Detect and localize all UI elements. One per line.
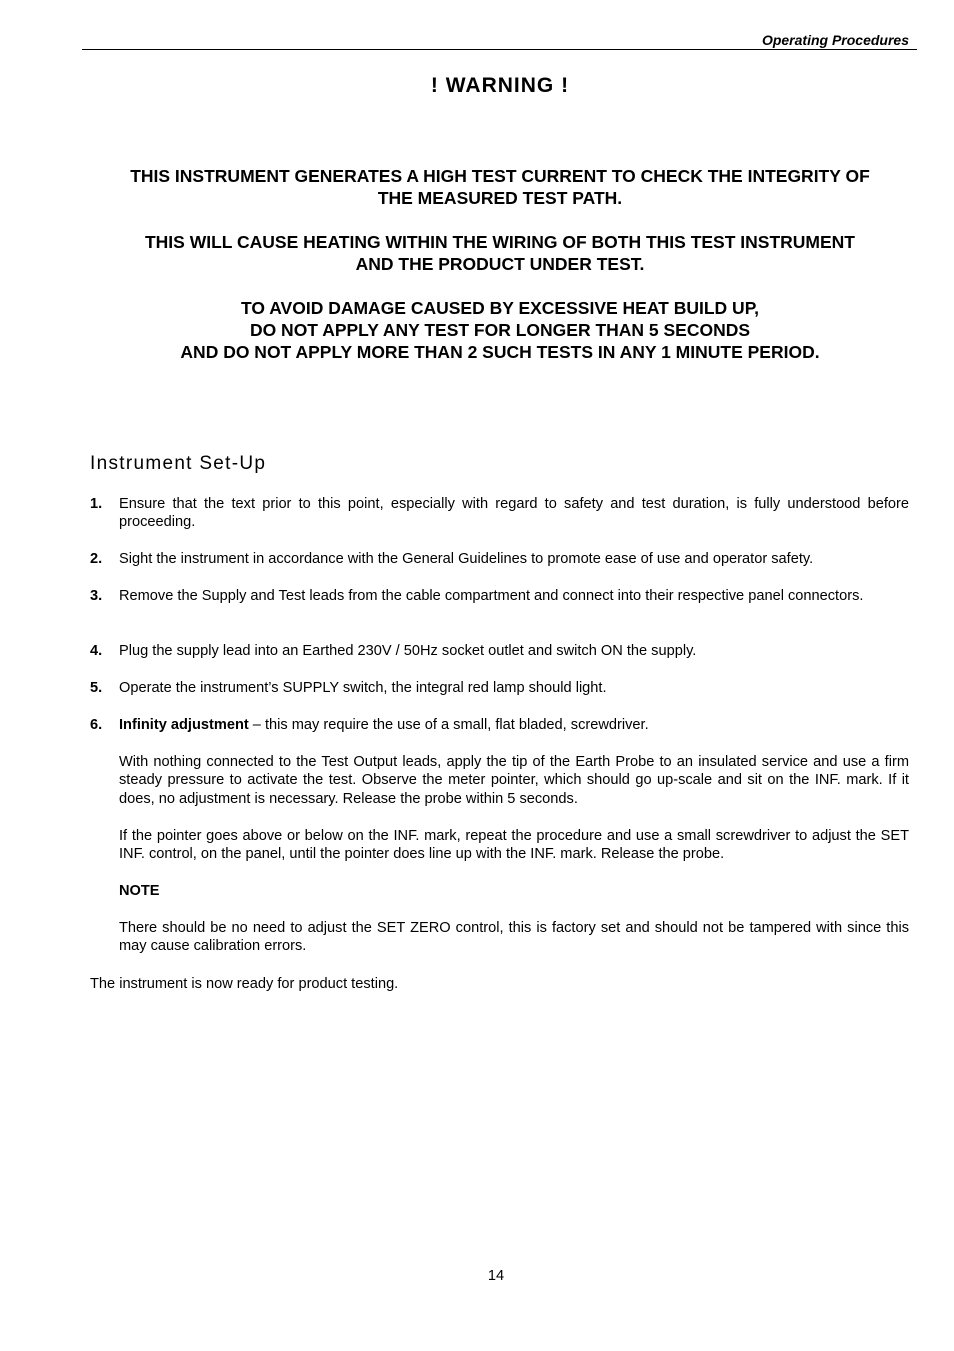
warning-line: DO NOT APPLY ANY TEST FOR LONGER THAN 5 SECONDS (249, 320, 751, 340)
note-label: NOTE (119, 883, 160, 899)
warning-line: THE MEASURED TEST PATH. (377, 188, 623, 208)
list-item (90, 550, 909, 568)
list-item (90, 495, 909, 532)
list-item-text: Remove the Supply and Test leads from the cable compartment and connect into their respective panel connectors. (119, 588, 864, 604)
warning-block-1 (82, 165, 918, 209)
warning-block-3 (82, 297, 918, 363)
final-statement: The instrument is now ready for product testing. (90, 976, 399, 992)
list-item-number: 6. (90, 717, 103, 733)
list-item-text (119, 716, 909, 734)
list-item-number: 5. (90, 680, 103, 696)
warning-line: AND THE PRODUCT UNDER TEST. (355, 254, 645, 274)
header-title: Operating Procedures (761, 32, 909, 48)
list-item-text: Sight the instrument in accordance with the General Guidelines to promote ease of use and operator safety. (119, 551, 814, 567)
warning-title: ! WARNING ! (430, 74, 570, 97)
section-title: Instrument Set-Up (90, 453, 267, 474)
paragraph: With nothing connected to the Test Output leads, apply the tip of the Earth Probe to an insulated service and use a firm steady pressure to activate the test. Observe the meter pointer, which should go up-scale and sit on the INF. mark. If it does, no adjustment is necessary. Release the probe within 5 seconds. (119, 754, 909, 807)
warning-block-2 (82, 231, 918, 275)
list-item-number: 1. (90, 496, 103, 512)
list-item-rest: – this may require the use of a small, flat bladed, screwdriver. (248, 717, 649, 733)
note-text: There should be no need to adjust the SET ZERO control, this is factory set and should not be tampered with since this may cause calibration errors. (119, 920, 909, 955)
warning-line: THIS INSTRUMENT GENERATES A HIGH TEST CURRENT TO CHECK THE INTEGRITY OF (130, 166, 870, 186)
warning-line: TO AVOID DAMAGE CAUSED BY EXCESSIVE HEAT BUILD UP, (241, 298, 759, 318)
list-item-text: Operate the instrument’s SUPPLY switch, the integral red lamp should light. (119, 680, 607, 696)
list-item-text: Ensure that the text prior to this point, especially with regard to safety and test duration, is fully understood before proceeding. (119, 496, 909, 531)
warning-line: THIS WILL CAUSE HEATING WITHIN THE WIRING OF BOTH THIS TEST INSTRUMENT (144, 232, 855, 252)
list-item-bold: Infinity adjustment (119, 717, 249, 733)
header-rule (82, 49, 917, 50)
warning-line: AND DO NOT APPLY MORE THAN 2 SUCH TESTS IN ANY 1 MINUTE PERIOD. (180, 342, 820, 362)
page-number: 14 (487, 1268, 505, 1284)
list-item (90, 642, 909, 660)
list-item-number: 4. (90, 643, 103, 659)
list-item (90, 679, 909, 697)
paragraph: If the pointer goes above or below on the INF. mark, repeat the procedure and use a small screwdriver to adjust the SET INF. control, on the panel, until the pointer does line up with the INF. mark. Release the probe. (119, 828, 909, 863)
list-item (90, 716, 909, 734)
list-item-text: Plug the supply lead into an Earthed 230V / 50Hz socket outlet and switch ON the supply. (119, 643, 697, 659)
list-item-number: 3. (90, 588, 103, 604)
list-item-number: 2. (90, 551, 103, 567)
list-item (90, 587, 909, 605)
